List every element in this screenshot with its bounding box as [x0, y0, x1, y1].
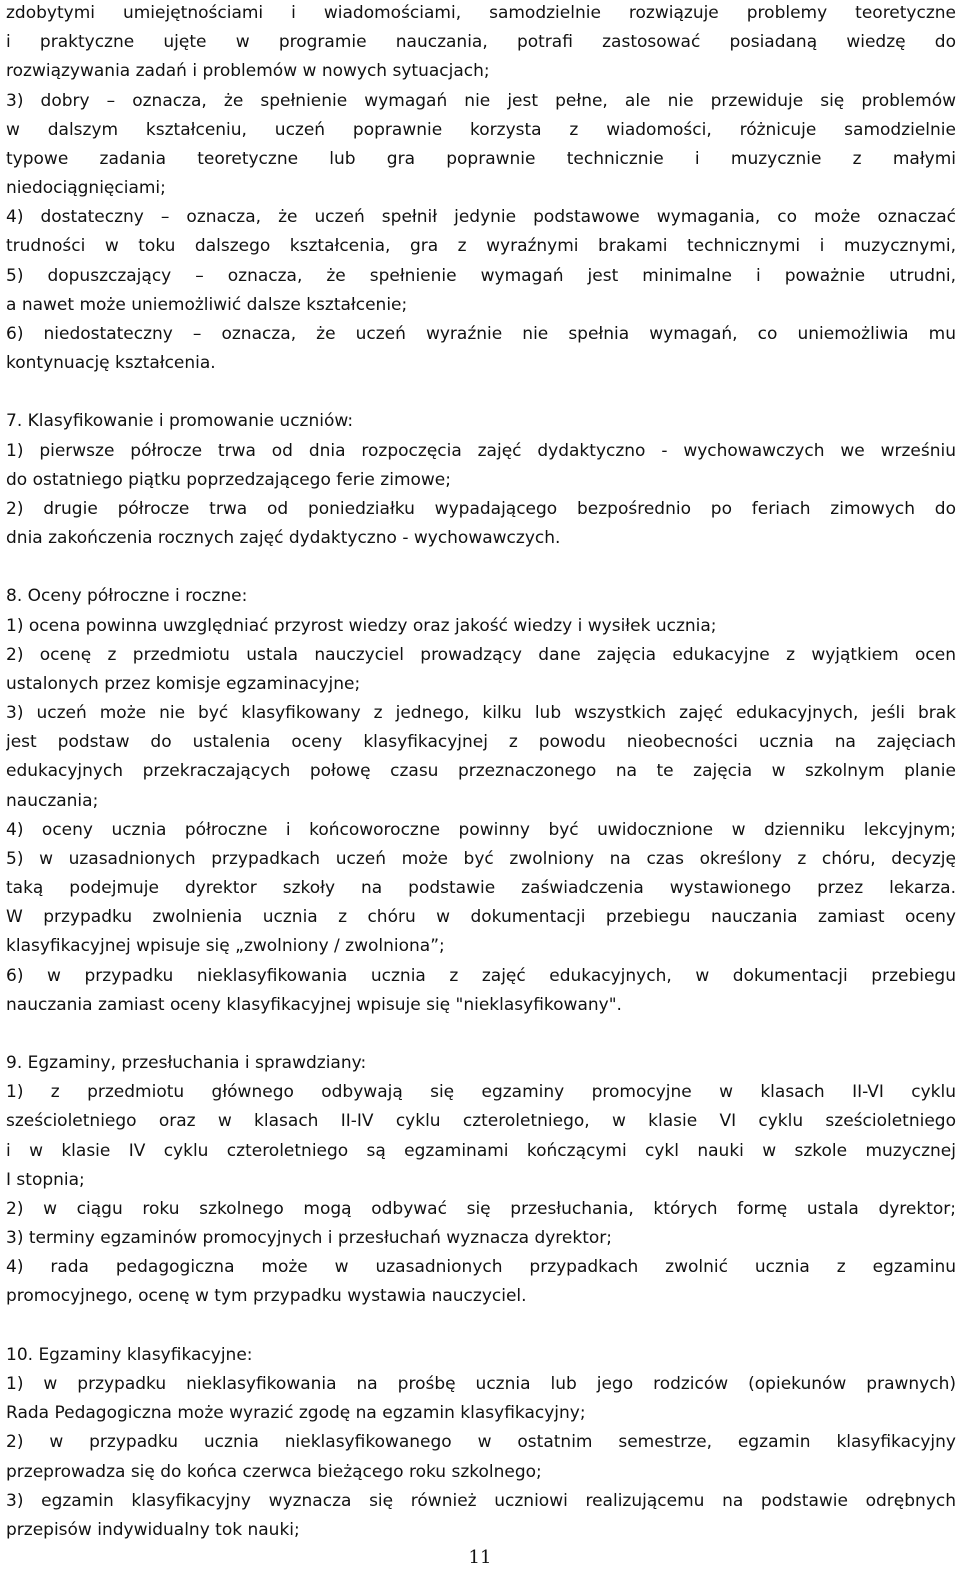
text-line: edukacyjnych przekraczających połowę czasu przeznaczonego na te zajęcia w szkolnym planie [6, 761, 956, 782]
text-line: 4) rada pedagogiczna może w uzasadnionych przypadkach zwolnić ucznia z egzaminu [6, 1257, 956, 1278]
text-line: 6) w przypadku nieklasyfikowania ucznia z zajęć edukacyjnych, w dokumentacji przebiegu [6, 965, 956, 986]
text-line: klasyfikacyjnej wpisuje się „zwolniony / zwolniona”; [6, 936, 445, 957]
text-line: dnia zakończenia rocznych zajęć dydaktyczno - wychowawczych. [6, 528, 561, 549]
page-number: 11 [468, 1547, 492, 1568]
text-line: 2) ocenę z przedmiotu ustala nauczyciel prowadzący dane zajęcia edukacyjne z wyjątkiem ocen [6, 644, 956, 665]
text-line: 7. Klasyfikowanie i promowanie uczniów: [6, 411, 354, 432]
blank-line [6, 1312, 956, 1341]
text-line: 9. Egzaminy, przesłuchania i sprawdziany: [6, 1053, 367, 1074]
text-line: i w klasie IV cyklu czteroletniego są egzaminami kończącymi cykl nauki w szkole muzycznej [6, 1140, 956, 1161]
text-line: 1) pierwsze półrocze trwa od dnia rozpoczęcia zajęć dydaktyczno - wychowawczych we wrześniu [6, 440, 956, 461]
text-line: ustalonych przez komisje egzaminacyjne; [6, 673, 361, 694]
text-line: typowe zadania teoretyczne lub gra poprawnie technicznie i muzycznie z małymi [6, 148, 956, 169]
text-line: 8. Oceny półroczne i roczne: [6, 586, 248, 607]
text-line: nauczania zamiast oceny klasyfikacyjnej wpisuje się "nieklasyfikowany". [6, 994, 622, 1015]
text-line: 2) drugie półrocze trwa od poniedziałku wypadającego bezpośrednio po feriach zimowych do [6, 498, 956, 519]
text-line: przepisów indywidualny tok nauki; [6, 1519, 300, 1540]
text-line: sześcioletniego oraz w klasach II-IV cyklu czteroletniego, w klasie VI cyklu sześcioletniego [6, 1111, 956, 1132]
text-line: jest podstaw do ustalenia oceny klasyfikacyjnej z powodu nieobecności ucznia na zajęciach [6, 732, 956, 753]
text-line: 3) dobry – oznacza, że spełnienie wymagań nie jest pełne, ale nie przewiduje się problemów [6, 90, 956, 111]
text-line: I stopnia; [6, 1169, 85, 1190]
text-line: 2) w ciągu roku szkolnego mogą odbywać się przesłuchania, których formę ustala dyrektor; [6, 1198, 956, 1219]
text-line: 1) ocena powinna uwzględniać przyrost wiedzy oraz jakość wiedzy i wysiłek ucznia; [6, 615, 717, 636]
text-line: przeprowadza się do końca czerwca bieżącego roku szkolnego; [6, 1461, 542, 1482]
text-line: 2) w przypadku ucznia nieklasyfikowanego w ostatnim semestrze, egzamin klasyfikacyjny [6, 1432, 956, 1453]
text-line: 5) dopuszczający – oznacza, że spełnienie wymagań jest minimalne i poważnie utrudni, [6, 265, 956, 286]
text-line: rozwiązywania zadań i problemów w nowych sytuacjach; [6, 61, 490, 82]
text-line: 4) oceny ucznia półroczne i końcoworoczne powinny być uwidocznione w dzienniku lekcyjnym; [6, 819, 956, 840]
text-line: 5) w uzasadnionych przypadkach uczeń może być zwolniony na czas określony z chóru, decyzję [6, 848, 956, 869]
text-line: 1) w przypadku nieklasyfikowania na prośbę ucznia lub jego rodziców (opiekunów prawnych) [6, 1373, 956, 1394]
text-line: 3) terminy egzaminów promocyjnych i przesłuchań wyznacza dyrektor; [6, 1228, 612, 1249]
blank-line [6, 553, 956, 582]
text-line: 6) niedostateczny – oznacza, że uczeń wyraźnie nie spełnia wymagań, co uniemożliwia mu [6, 323, 956, 344]
text-line: 4) dostateczny – oznacza, że uczeń spełnił jedynie podstawowe wymagania, co może oznaczać [6, 207, 956, 228]
text-line: 10. Egzaminy klasyfikacyjne: [6, 1344, 253, 1365]
text-line: a nawet może uniemożliwić dalsze kształcenie; [6, 294, 408, 315]
text-line: Rada Pedagogiczna może wyrazić zgodę na egzamin klasyfikacyjny; [6, 1403, 586, 1424]
text-line: 3) egzamin klasyfikacyjny wyznacza się również uczniowi realizującemu na podstawie odrębnych [6, 1490, 956, 1511]
text-line: do ostatniego piątku poprzedzającego ferie zimowe; [6, 469, 451, 490]
text-line: w dalszym kształceniu, uczeń poprawnie korzysta z wiadomości, różnicuje samodzielnie [6, 119, 956, 140]
text-line: promocyjnego, ocenę w tym przypadku wystawia nauczyciel. [6, 1286, 527, 1307]
text-line: kontynuację kształcenia. [6, 353, 216, 374]
text-line: zdobytymi umiejętnościami i wiadomościami, samodzielnie rozwiązuje problemy teoretyczne [6, 3, 956, 23]
text-line: W przypadku zwolnienia ucznia z chóru w dokumentacji przebiegu nauczania zamiast oceny [6, 907, 956, 928]
text-line: niedociągnięciami; [6, 178, 166, 199]
text-line: 3) uczeń może nie być klasyfikowany z jednego, kilku lub wszystkich zajęć edukacyjnych, jeśli brak [6, 703, 956, 724]
blank-line [6, 1020, 956, 1049]
text-line: 1) z przedmiotu głównego odbywają się egzaminy promocyjne w klasach II-VI cyklu [6, 1082, 956, 1103]
text-line: nauczania; [6, 790, 99, 811]
text-line: trudności w toku dalszego kształcenia, gra z wyraźnymi brakami technicznymi i muzycznymi, [6, 236, 956, 257]
text-line: i praktyczne ujęte w programie nauczania, potrafi zastosować posiadaną wiedzę do [6, 32, 956, 53]
text-line: taką podejmuje dyrektor szkoły na podstawie zaświadczenia wystawionego przez lekarza. [6, 878, 956, 899]
blank-line [6, 378, 956, 407]
